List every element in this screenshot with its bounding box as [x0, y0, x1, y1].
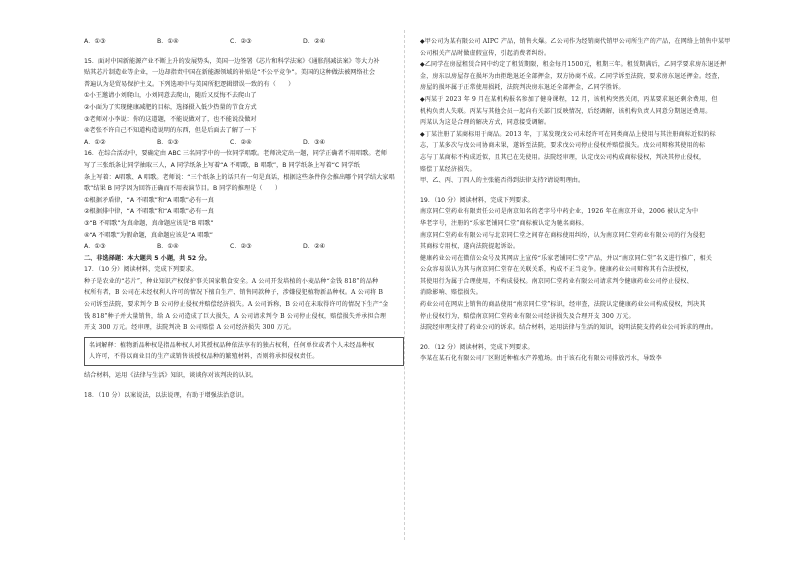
q18-title: 18．（10 分）以案说法，以法说理，有助于增强法治意识。 [84, 391, 248, 399]
case-b-line: 房屋的损坏属于正常使用损耗，法院判决房东退还全部押金，乙同学胜诉。 [420, 84, 625, 92]
case-d-line: ◆丁某注册了某商标用于商品。2013 年，丁某发现戊公司未经许可在同类商品上使用与其注册商标近似的标 [420, 130, 716, 138]
q15-stem-line: 15．面对中国新能源产业不断上升的发展势头，美国一边签署《芯片和科学法案》《通胀削减法案》等大力补 [84, 57, 380, 65]
q19-paragraph-line: 公众容易误认为其与南京同仁堂存在关联关系，构成不正当竞争。健康药业公司辩称其有合法授权， [420, 266, 693, 274]
q15-stem-line: 贴其芯片制造业等企业，一边却指责中国在新能源领域的补贴是“不公平竞争”。美国的这种做法被网络社会 [84, 69, 376, 77]
option-d: D．③④ [303, 138, 326, 146]
q19-paragraph-line: 其使用行为属于合理使用，不构成侵权。南京同仁堂药业有限公司请求判令健康药业公司停止侵权、 [420, 277, 693, 285]
q19-paragraph-line: 华老字号，注册的“乐家老铺同仁堂”商标被认定为驰名商标。 [420, 219, 588, 227]
page-fold-line [404, 30, 405, 540]
q16-stem-line: 16．在综合活动中，要确定由 ABC 三名同学中的一位同学唱歌。老师决定出一题，同学正确者不用唱歌。老师 [84, 150, 387, 158]
q17-question: 结合材料，运用《法律与生活》知识，谈谈你对该判决的认识。 [84, 372, 258, 380]
q16-item: ①根据矛盾律，“A 不唱歌”和“A 唱歌”必有一真 [84, 196, 214, 204]
term-explanation-line: 人许可，不得以商业目的生产或销售该授权品种的繁殖材料，否则将承担侵权责任。 [89, 353, 319, 361]
q17-paragraph-line: 种子是农业的“芯片”，种业知识产权保护事关国家粮食安全。A 公司开发培植的小麦品种“金钱 818”的品种 [84, 277, 379, 285]
q15-item: ③老师对小李说：你的这道题，不能说做对了，也不能说没做对 [84, 115, 257, 123]
q15-item: ①小王邀请小刘爬山，小刘同意去爬山，随后又反悔不去爬山了 [84, 92, 257, 100]
option-d: D．②④ [303, 38, 326, 45]
case-c-line: 机构负责人失联。丙某与其他会员一起向有关部门反映情况，后经调解，该机构负责人同意分期退还费用。 [420, 107, 712, 115]
right-column [420, 36, 755, 365]
case-b-line: 金，房东以房屋存在损坏为由拒绝退还全部押金，双方协商不成。乙同学诉至法院，要求房东退还押金。经查， [420, 72, 724, 80]
q15-item: ②小面为了实现健康减肥的目标，选择摄入低少热量的节食方式 [84, 103, 257, 111]
case-c-line: ◆丙某于 2023 年 9 月在某机构报名参加了健身课程，12 月，该机构突然关闭，丙某要求退还剩余费用，但 [420, 95, 718, 103]
q15-stem-line: 普遍认为是贸易保护主义。下列选项中与美国所犯逻辑错误一致的有（ ） [84, 80, 295, 88]
case-a-line: 公司相关产品时做虚假宣传，引起消费者纠纷。 [420, 49, 551, 57]
q19-paragraph-line: 南京同仁堂药业有限责任公司是南京知名的老字号中药企业，1926 年在南京开业，2006 被认定为中 [420, 208, 699, 216]
q20-title: 20．（12 分）阅读材料，完成下列要求。 [420, 343, 534, 351]
q19-paragraph-line: 健康药业公司在微信公众号及其网店上宣传“乐家老铺同仁堂”产品，并以“南京同仁堂”名义进行推广，相关 [420, 254, 713, 262]
option-a: A．①③ [84, 243, 106, 251]
q16-stem-line: 写了三张纸条让同学抽取三人，A 同学纸条上写着“A 不唱歌，B 唱歌”，B 同学纸条上写着“C 同学纸 [84, 161, 360, 169]
q16-stem-line: 歌”结果 B 同学因为回答正确而不用表演节目。B 同学的推理是（ ） [84, 185, 282, 193]
option-d: D．②④ [303, 243, 326, 251]
q15-options [84, 137, 404, 149]
case-a-line: ◆甲公司为某有限公司 AIPC 产品，销售火爆。乙公司作为经销商代销甲公司所生产的产品，在网络上销售中某甲 [420, 38, 731, 45]
q19-paragraph-line: 停止侵权行为，赔偿南京同仁堂药业有限公司经济损失及合理开支 300 万元。 [420, 312, 635, 320]
q17-paragraph-line: 公司诉至法院，要求判令 B 公司停止侵权并赔偿经济损失。A 公司诉称，B 公司在未取得许可的情况下生产“金 [84, 301, 389, 309]
case-d-line: 志与丁某商标不构成近似，且其已在先使用。法院经审理，认定戊公司构成商标侵权，判决其停止侵权， [420, 153, 706, 161]
q16-item: ④“A 不唱歌”为假命题，真命题应该是“A 唱歌” [84, 231, 213, 239]
q19-title: 19．（10 分）阅读材料，完成下列要求。 [420, 196, 534, 204]
q16-stem-line: 条上写着：A唱歌、A 唱歌。老师说：“三个纸条上的话只有一句是真话，根据这些条件你会推出哪个同学结大家唱 [84, 173, 395, 181]
q18-question: 甲、乙、丙、丁四人的主张能否得到法律支持?请说明理由。 [420, 177, 585, 185]
q15-item: ④老张不许自己不知道构造说明的东西，但是后面去了解了一下 [84, 127, 257, 135]
q17-paragraph-line: 钱 818”种子并大量销售，给 A 公司造成了巨大损失，A 公司请求判令 B 公司停止侵权，赔偿损失并承担合理 [84, 312, 387, 320]
q19-paragraph-line: 药业公司在网店上销售的商品使用“南京同仁堂”标识，经审查，法院认定健康药业公司构成侵权，判决其 [420, 301, 706, 309]
q17-title: 17．（10 分）阅读材料，完成下列要求。 [84, 266, 198, 274]
q16-item: ②根据排中律，“A 不唱歌”和“A 唱歌”必有一真 [84, 208, 214, 216]
option-b: B．①④ [157, 38, 179, 45]
q16-item: ③“B 不唱歌”为真命题，真命题应该是“B 唱歌” [84, 219, 214, 227]
option-b: B．①③ [157, 138, 179, 146]
q14-options [84, 36, 404, 48]
q19-paragraph-line: 消除影响、赔偿损失。 [420, 289, 483, 297]
q16-options [84, 241, 404, 253]
q19-question: 法院经审理支持了药业公司的诉求。结合材料，运用法律与生活的知识，说明法院支持药业公司诉求的理由。 [420, 324, 717, 332]
option-c: C．②③ [230, 243, 252, 251]
case-d-line: 志，丁某多次与戊公司协商未果，遂诉至法院，要求戊公司停止侵权并赔偿损失。戊公司辩称其使用的标 [420, 142, 706, 150]
q20-paragraph-line: 李某在某石化有限公司厂区附近种植水产养殖场。由于该石化有限公司排放污水，导致李 [420, 355, 662, 363]
q19-paragraph-line: 其商标专用权，遂向法院提起诉讼。 [420, 243, 520, 251]
option-a: A．①② [84, 138, 106, 146]
option-b: B．①④ [157, 243, 179, 251]
left-column [84, 36, 404, 401]
option-a: A．①③ [84, 38, 106, 45]
option-c: C．②④ [230, 138, 252, 146]
case-c-line: 丙某认为这是合理的解决方式，同意接受调解。 [420, 119, 551, 127]
term-explanation-line: 名词解释：植物新品种权是指品种权人对其授权品种依法享有的独占权利，任何单位或者个人未经品种权 [89, 341, 375, 349]
option-c: C．②③ [230, 38, 252, 45]
case-d-line: 赔偿丁某经济损失。 [420, 165, 476, 173]
term-explanation-box [84, 337, 404, 366]
q19-paragraph-line: 南京同仁堂药业有限公司与北京同仁堂之间存在商标使用纠纷，认为南京同仁堂药业有限公司的行为侵犯 [420, 231, 706, 239]
q17-paragraph-line: 开支 300 万元。经审理，法院判决 B 公司赔偿 A 公司经济损失 300 万元。 [84, 324, 296, 332]
section-heading: 二、非选择题：本大题共 5 小题，共 52 分。 [84, 254, 211, 262]
case-b-line: ◆乙同学在房屋租赁合同中约定了租赁期限，租金每月1500元，租期三年。租赁期满后，乙同学要求房东退还押 [420, 61, 727, 69]
q17-paragraph-line: 权所有者，B 公司在未经权利人许可的情况下擅自生产、销售同款种子，涉嫌侵犯植物新品种权。A 公司将 B [84, 289, 384, 297]
